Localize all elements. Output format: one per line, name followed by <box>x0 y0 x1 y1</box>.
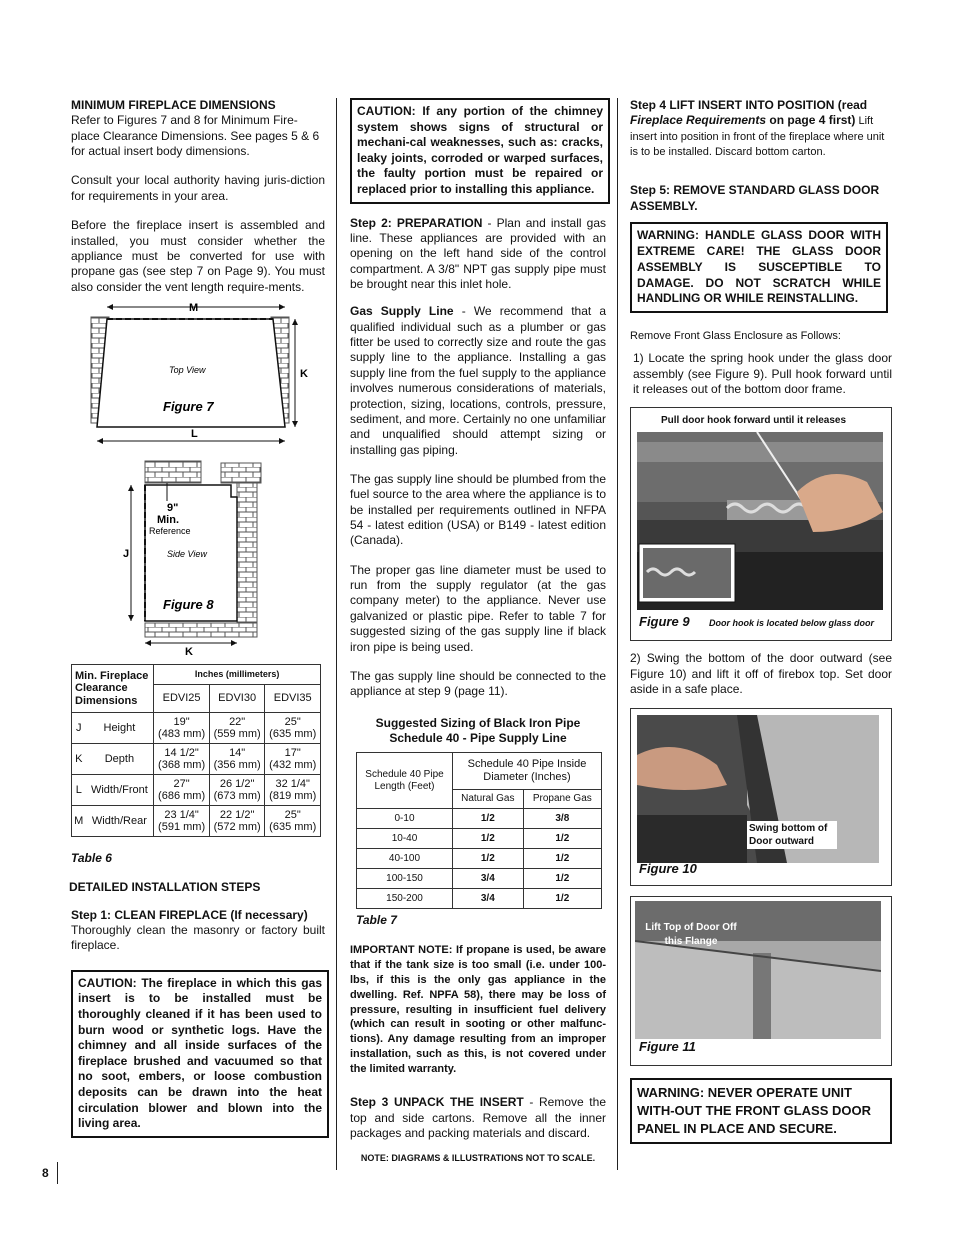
t7-body <box>357 809 602 909</box>
t7-cell: 1/2 <box>453 809 524 829</box>
t7-row <box>357 869 602 889</box>
t6-cell: 25" (635 mm) <box>265 805 321 836</box>
t6-cell: 23 1/4" (591 mm) <box>154 805 210 836</box>
column-3 <box>630 98 892 1144</box>
t6-model: EDVI25 <box>154 684 210 712</box>
t7-cell: 1/2 <box>523 849 601 869</box>
fig9-caption: Figure 9 <box>639 614 690 630</box>
t6-cell: 32 1/4" (819 mm) <box>265 774 321 805</box>
t7-row <box>357 829 602 849</box>
t6-cell: 14 1/2" (368 mm) <box>154 743 210 774</box>
gas-text: - We recommend that a qualified individual such as a plumber or gas fitter be used to correctly size and route the gas supply line to the appliance. Installing a gas supply line from the fuel supply to the appliance involves numerous considerations of materials, protection, sizing, locations, controls, pressure, sediment, and more. Certainly no one unfamiliar and unqualified should attempt sizing or installing gas piping. <box>350 304 606 457</box>
fig8-nine-label: 9" <box>167 501 179 514</box>
step-2-text: 2) Swing the bottom of the door outward (see Figure 10) and lift it off of firebox top. Set door aside in a safe place. <box>630 651 892 697</box>
table7-title-2: Schedule 40 - Pipe Supply Line <box>389 730 567 745</box>
t6-cell: 22" (559 mm) <box>209 712 265 743</box>
fig8-min-label: Min. <box>157 513 179 526</box>
step4-title-c: on page 4 first) <box>766 113 856 128</box>
table-6 <box>71 664 321 837</box>
t6-head1: Min. Fireplace Clearance Dimensions <box>72 664 154 712</box>
important-note: IMPORTANT NOTE: If propane is used, be aware that if the tank size is too small (i.e. under 100-lbs, if this is the only gas appliance in the dwelling. Ref. NPFA 58), there may be loss of pressure, resulting in insufficient fuel delivery (which can result in sooting or other malfunc-tions). Any damage resulting from an improper installation, such as this, is not covered under the limited warranty. <box>350 943 606 1076</box>
t7-h3: Natural Gas <box>453 789 524 809</box>
t7-cell: 1/2 <box>523 889 601 909</box>
t6-row-key: J <box>72 712 86 743</box>
t7-h2: Schedule 40 Pipe Inside Diameter (Inches) <box>453 753 602 789</box>
t6-row <box>72 774 321 805</box>
step4-title-b: Fireplace Requirements <box>630 113 767 128</box>
t6-model: EDVI35 <box>265 684 321 712</box>
detailed-title: DETAILED INSTALLATION STEPS <box>69 880 261 895</box>
fig10-caption: Figure 10 <box>639 860 697 876</box>
t7-cell: 0-10 <box>357 809 453 829</box>
t6-cell: 19" (483 mm) <box>154 712 210 743</box>
step4-text: Lift insert into position in front of the fireplace where unit is to be installed. Discard bottom carton. <box>630 115 885 159</box>
remove-front: Remove Front Glass Enclosure as Follows: <box>630 330 841 343</box>
plumbed-paragraph: The gas supply line should be plumbed from the fuel source to the area where the appliance is to be installed per requirements outlined in NFPA 54 - latest edition (USA) or B149 - latest edition (Canada). <box>350 471 606 548</box>
caution-clean-box: CAUTION: The fireplace in which this gas insert is to be installed must be thoroughly cleaned if it has been used to burn wood or synthetic logs. Have the chimney and all inside surfaces of the fireplace brushed and vacuumed so that no soot, embers, or loose combustion deposits can be drawn into the heat circulation blower and blown into the living area. <box>71 970 329 1138</box>
connected-paragraph: The gas supply line should be connected to the appliance at step 9 (page 11). <box>350 668 606 699</box>
step4-title-a: Step 4 LIFT INSERT INTO POSITION (read <box>630 98 868 112</box>
fig7-m-label: M <box>189 302 199 314</box>
t7-cell: 1/2 <box>523 829 601 849</box>
step2-title: Step 2: PREPARATION <box>350 215 483 230</box>
step2-text: - Plan and install gas line. These appliances are provided with an opening on the left hand side of the control compartment. A 3/8" NPT gas supply pipe must be brought near this inlet hole. <box>350 215 606 291</box>
t6-cell: 14" (356 mm) <box>209 743 265 774</box>
fig7-k-label: K <box>300 367 308 380</box>
t6-body <box>72 712 321 836</box>
t7-row <box>357 849 602 869</box>
t6-row-name: Depth <box>86 743 154 774</box>
t6-row <box>72 712 321 743</box>
figure-7-diagram <box>71 303 325 453</box>
fig10-label: Swing bottom of Door outward <box>747 821 837 849</box>
caution-chimney-box: CAUTION: If any portion of the chimney system shows signs of structural or mechani-cal weaknesses, such as: cracks, leaky joints, corroded or warped surfaces, the faulty portion must be repaired or replaced prior to installing this appliance. <box>350 98 610 204</box>
gas-title: Gas Supply Line <box>350 304 454 319</box>
figure-11-frame <box>630 896 892 1066</box>
t6-head2: Inches (millimeters) <box>154 664 321 684</box>
t6-row-name: Width/Rear <box>86 805 154 836</box>
fig8-view-label: Side View <box>167 548 207 559</box>
step2-paragraph <box>350 216 606 293</box>
t7-cell: 3/4 <box>453 889 524 909</box>
warning-glass-box: WARNING: HANDLE GLASS DOOR WITH EXTREME CARE! THE GLASS DOOR ASSEMBLY IS SUSCEPTIBLE TO DAMAGE. DO NOT SCRATCH WHILE HANDLING OR WHILE REINSTALLING. <box>630 222 888 313</box>
t7-row <box>357 809 602 829</box>
t7-cell: 3/4 <box>453 869 524 889</box>
table-6-caption: Table 6 <box>71 850 112 865</box>
fig8-caption: Figure 8 <box>163 596 214 612</box>
figure-9-frame <box>630 407 892 641</box>
step1-text: Thoroughly clean the masonry or factory built fireplace. <box>71 923 325 953</box>
min-dim-p3: Before the fireplace insert is assembled and installed, you must consider whether the appliance must be converted for use with propane gas (see step 7 on Page 9). You must also consider the vent length require-ments. <box>71 218 325 294</box>
figure-9-photo <box>637 432 883 610</box>
t6-row <box>72 805 321 836</box>
fig8-k-label: K <box>185 645 193 658</box>
step3-paragraph <box>350 1095 606 1141</box>
t7-cell: 3/8 <box>523 809 601 829</box>
step3-text: - Remove the top and side cartons. Remove all the inner packages and packing materials and discard. <box>350 1095 606 1140</box>
step4-paragraph <box>630 98 892 159</box>
table-7-caption: Table 7 <box>356 913 397 928</box>
column-rule-1 <box>336 98 337 1170</box>
t6-cell: 17" (432 mm) <box>265 743 321 774</box>
fig7-caption: Figure 7 <box>163 398 214 414</box>
diameter-paragraph: The proper gas line diameter must be used to run from the supply regulator (at the gas company meter) to the appliance. Never use galvanized or plastic pipe. Refer to table 7 for suggested sizing of the gas supply line if black iron pipe is being used. <box>350 562 606 654</box>
min-dim-p2: Consult your local authority having juris-diction for requirements in your area. <box>71 173 325 203</box>
page-number: 8 <box>42 1166 49 1180</box>
min-dim-p1: Refer to Figures 7 and 8 for Minimum Fire-place Clearance Dimensions. See pages 5 & 6 for actual insert body dimensions. <box>71 113 320 159</box>
step-1-text: 1) Locate the spring hook under the glass door assembly (see Figure 9). Pull hook forward until it releases out of the bottom door frame. <box>633 351 892 397</box>
fig7-view-label: Top View <box>169 364 206 375</box>
figure-10-frame <box>630 708 892 886</box>
t6-row-name: Width/Front <box>86 774 154 805</box>
t7-cell: 1/2 <box>523 869 601 889</box>
t7-row <box>357 889 602 909</box>
t7-cell: 10-40 <box>357 829 453 849</box>
fig8-j-label: J <box>123 547 130 560</box>
t6-cell: 26 1/2" (673 mm) <box>209 774 265 805</box>
table-7 <box>356 752 602 909</box>
t6-model: EDVI30 <box>209 684 265 712</box>
fig7-l-label: L <box>191 427 198 440</box>
t7-cell: 40-100 <box>357 849 453 869</box>
note-scale: NOTE: DIAGRAMS & ILLUSTRATIONS NOT TO SCALE. <box>360 1153 596 1164</box>
table7-title-1: Suggested Sizing of Black Iron Pipe <box>375 715 581 730</box>
t6-row-key: L <box>72 774 86 805</box>
gas-paragraph <box>350 304 606 458</box>
column-2 <box>350 98 606 1165</box>
t7-h1: Schedule 40 Pipe Length (Feet) <box>357 753 453 809</box>
t6-cell: 22 1/2" (572 mm) <box>209 805 265 836</box>
page-number-rule <box>57 1162 58 1184</box>
fig11-caption: Figure 11 <box>639 1038 696 1054</box>
t6-cell: 25" (635 mm) <box>265 712 321 743</box>
t6-row-key: K <box>72 743 86 774</box>
t7-cell: 1/2 <box>453 849 524 869</box>
t7-cell: 1/2 <box>453 829 524 849</box>
fig8-ref-label: Reference <box>149 525 191 536</box>
column-rule-2 <box>617 98 618 1170</box>
warning-operate-box: WARNING: NEVER OPERATE UNIT WITH-OUT THE FRONT GLASS DOOR PANEL IN PLACE AND SECURE. <box>630 1078 892 1145</box>
fig11-label: Lift Top of Door Off this Flange <box>645 921 737 947</box>
fig9-note: Door hook is located below glass door <box>709 618 875 629</box>
t6-row-key: M <box>72 805 86 836</box>
fig9-top-label: Pull door hook forward until it releases <box>661 415 847 427</box>
step5-title: Step 5: REMOVE STANDARD GLASS DOOR ASSEMBLY. <box>630 183 880 213</box>
t7-cell: 100-150 <box>357 869 453 889</box>
min-dim-title: MINIMUM FIREPLACE DIMENSIONS <box>71 98 276 112</box>
step3-title: Step 3 UNPACK THE INSERT <box>350 1095 524 1110</box>
t7-h4: Propane Gas <box>523 789 601 809</box>
step1-title: Step 1: CLEAN FIREPLACE (If necessary) <box>71 907 308 922</box>
t6-cell: 27" (686 mm) <box>154 774 210 805</box>
t6-row-name: Height <box>86 712 154 743</box>
t6-row <box>72 743 321 774</box>
t7-cell: 150-200 <box>357 889 453 909</box>
figure-8-diagram <box>71 457 325 662</box>
column-1 <box>71 98 325 1138</box>
